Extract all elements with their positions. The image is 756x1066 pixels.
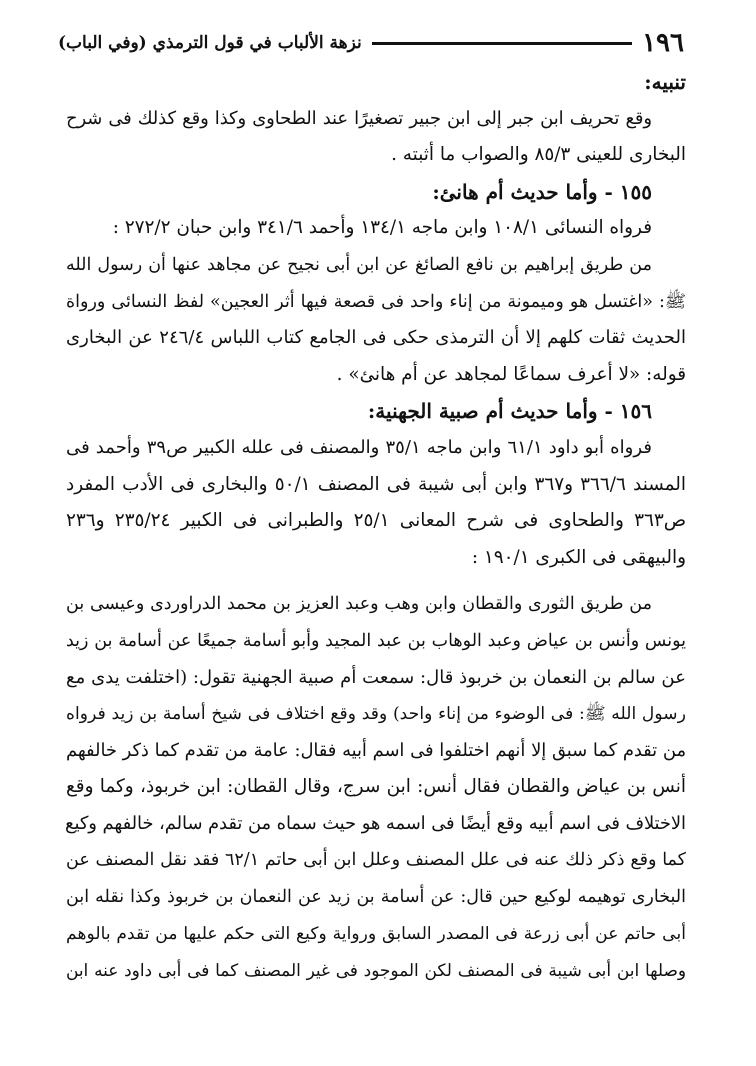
text-line: وقع تحريف ابن جبر إلى ابن جبير تصغيرًا عند الطحاوى وكذا وقع كذلك فى شرح bbox=[66, 107, 652, 129]
tanbih-paragraph bbox=[66, 101, 686, 174]
section-156-heading: ١٥٦ - وأما حديث أم صبية الجهنية: bbox=[367, 399, 652, 424]
text-line: المسند ٣٦٦/٦ و٣٦٧ وابن أبى شيبة فى المصنف ٥٠/١ والبخارى فى الأدب المفرد bbox=[66, 473, 686, 495]
page-number: ١٩٦ bbox=[642, 28, 684, 58]
section-156-paragraph bbox=[66, 586, 686, 989]
text-line: البخارى للعينى ٨٥/٣ والصواب ما أثبته . bbox=[391, 144, 686, 166]
text-line: من تقدم كما سبق إلا أنهم اختلفوا فى اسم أبيه فقال: عامة من تقدم كما ذكر خالفهم bbox=[66, 739, 686, 761]
text-line: ﷺ: «اغتسل هو وميمونة من إناء واحد فى قصعة فيها أثر العجين» لفظ النسائى ورواة bbox=[66, 291, 686, 312]
text-line: عن سالم بن النعمان بن خربوذ قال: سمعت أم صبية الجهنية تقول: (اختلفت يدى مع bbox=[66, 666, 686, 688]
text-line: فرواه النسائى ١٠٨/١ وابن ماجه ١٣٤/١ وأحمد ٣٤١/٦ وابن حبان ٢٧٢/٢ : bbox=[112, 217, 652, 239]
text-line: رسول الله ﷺ: فى الوضوء من إناء واحد) وقد وقع اختلاف فى شيخ أسامة بن زيد فرواه bbox=[66, 704, 686, 725]
text-line: من طريق إبراهيم بن نافع الصائغ عن ابن أبى نجيح عن مجاهد عنها أن رسول الله bbox=[66, 254, 653, 275]
text-line: ص٣٦٣ والطحاوى فى شرح المعانى ٢٥/١ والطبرانى فى الكبير ٢٣٥/٢٤ و٢٣٦ bbox=[66, 510, 686, 532]
section-155-heading: ١٥٥ - وأما حديث أم هانئ: bbox=[432, 179, 652, 204]
running-title: نزهة الألباب في قول الترمذي (وفي الباب) bbox=[58, 33, 362, 53]
section-155-sources bbox=[66, 210, 686, 247]
text-line: فرواه أبو داود ٦١/١ وابن ماجه ٣٥/١ والمصنف فى علله الكبير ص٣٩ وأحمد فى bbox=[66, 436, 652, 458]
text-line: كما وقع ذكر ذلك عنه فى علل المصنف وعلل ابن أبى حاتم ٦٢/١ فقد نقل المصنف عن bbox=[66, 850, 686, 871]
header-rule bbox=[372, 42, 632, 45]
paragraph-gap bbox=[66, 576, 686, 586]
text-line: الحديث ثقات كلهم إلا أن الترمذى حكى فى الجامع كتاب اللباس ٢٤٦/٤ عن البخارى bbox=[66, 327, 686, 349]
text-line: من طريق الثورى والقطان وابن وهب وعبد العزيز بن محمد الدراوردى وعيسى بن bbox=[66, 594, 652, 615]
text-line: والبيهقى فى الكبرى ١٩٠/١ : bbox=[471, 546, 686, 568]
section-155-paragraph bbox=[66, 247, 686, 393]
text-line: البخارى توهيمه لوكيع حين قال: عن أسامة بن زيد عن النعمان بن خربوذ وكذا نقله ابن bbox=[66, 887, 686, 908]
text-line: أنس بن عياض والقطان فقال أنس: ابن سرج، وقال القطان: ابن خربوذ، وكما وقع bbox=[66, 776, 686, 798]
text-line: قوله: «لا أعرف سماعًا لمجاهد عن أم هانئ» . bbox=[336, 363, 686, 385]
text-line: يونس وأنس بن عياض وعبد الوهاب بن عبد المجيد وأبو أسامة جميعًا عن أسامة بن زيد bbox=[66, 630, 686, 651]
page-header bbox=[58, 26, 684, 60]
tanbih-heading: تنبيه: bbox=[644, 70, 686, 94]
text-line: أبى حاتم عن أبى زرعة فى المصدر السابق ورواية وكيع التى حكم عليها من تقدم بالوهم bbox=[66, 923, 686, 944]
text-line: وصلها ابن أبى شيبة فى المصنف لكن الموجود فى غير المصنف كما فى أبى داود عنه ابن bbox=[66, 960, 686, 981]
text-line: الاختلاف فى اسم أبيه وقع أيضًا فى اسمه هو حيث سماه من تقدم سالم، خالفهم وكيع bbox=[65, 812, 686, 834]
page-content bbox=[66, 64, 686, 989]
section-156-sources bbox=[66, 430, 686, 576]
